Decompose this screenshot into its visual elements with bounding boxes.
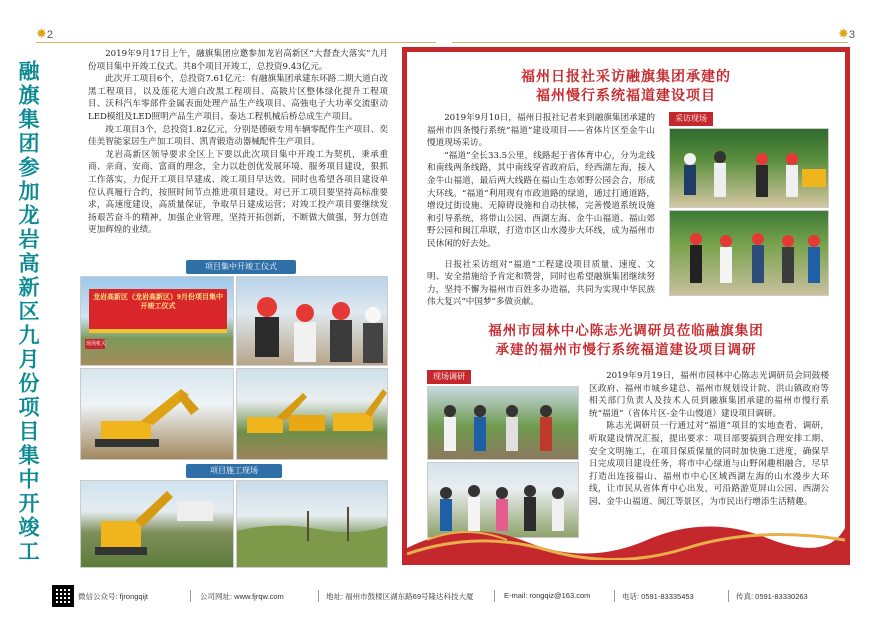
footer-wechat: 微信公众号: fjrongqijt <box>78 592 149 601</box>
paragraph: 2019年9月17日上午，融旗集团应邀参加龙岩高新区“大督查大落实”九月份项目集中开竣工仪式。共8个项目开竣工，总投资9.43亿元。 <box>88 49 388 72</box>
footer-website[interactable]: 公司网址: www.fjrqw.com <box>200 592 284 601</box>
officials-illustration <box>237 277 388 366</box>
paragraph: 竣工项目3个，总投资1.82亿元，分别是德硕专用车辆零配件生产项目、奕佳美智能家居生产加工项目、凯青锻造动器械配件生产项目。 <box>88 124 388 148</box>
ceremony-photo <box>80 276 234 366</box>
page-number-left: ✸2 <box>36 26 54 41</box>
interview-illustration-1 <box>670 129 829 208</box>
excavator-photo <box>80 368 234 460</box>
qr-code-icon <box>52 585 74 607</box>
paragraph: 2019年9月10日，福州日报社记者来到融旗集团承建的福州市四条慢行系统“福道”建设项目——省体片区至金牛山慢道现场采访。 <box>427 113 655 149</box>
interview-illustration-2 <box>670 211 829 296</box>
paragraph: 陈志光调研员一行通过对“福道”项目的实地查看、调研，听取建设情况汇报，提出要求：项目部要搞到合理安排工期、安全文明施工，在项目保质保量的同时加快施工进度，确保早日完成项目建设任务，将市中心绿道与山野闲趣相融合，尽早打造出连接福山、福州市中心区域西湖左海的山水漫步大环线，让市民从省体育中心出发，可沿路游览屏山公园、西湖公园、金牛山福道、闽江等景区，为市民出行增添生活精趣。 <box>589 421 829 507</box>
sign-text: 现场机关 <box>86 341 107 347</box>
article2-title-line2: 承建的福州市慢行系统福道建设项目调研 <box>495 342 757 358</box>
construction-site-photo <box>80 480 234 568</box>
divider <box>728 590 729 602</box>
machines-photo <box>236 368 388 460</box>
paragraph: “福道”全长33.5公里，线路起于省体育中心，分为北线和南线两条线路，其中南线穿省政府后，经西湖左海，接入金牛山福道，最后两大线路在福山生态郊野公园会合，形成大环线。“福道”利用现有市政道路的绿道，通过打通道路，增设过街设施、无障碍设施和自动扶梯，完善慢道系统设施和引导系统，将带山公园、西湖左海、金牛山福道、福山郊野公园和闽江串联，打造市区山水漫步大环线，成为福州市民休闲的好去处。 <box>427 150 655 249</box>
divider <box>318 590 319 602</box>
excavator-illustration <box>81 369 234 460</box>
research-illustration-1 <box>428 387 579 460</box>
photo-tag-interview: 采访现场 <box>669 112 713 126</box>
photo-tag-research: 现场调研 <box>427 370 471 384</box>
footer-fax: 传真: 0591-83330263 <box>736 592 808 601</box>
divider <box>494 590 495 602</box>
star-icon: ✸ <box>36 26 47 41</box>
interview-photo-1 <box>669 128 829 208</box>
photo-tag-site: 项目施工现场 <box>186 464 282 478</box>
paragraph: 日报社采访组对“福道”工程建设项目质量、速度、文明、安全措施给予肯定和赞誉，同时也希望融旗集团继续努力，坚持不懈为福州市百姓多办造福，共同为实现中华民族伟大复兴“中国梦”多做贡献。 <box>427 259 655 308</box>
paragraph: 龙岩高新区领导要求全区上下要以此次项目集中开竣工为契机，秉承重商、亲商、安商、富商的理念，全力以赴创优发展环境、服务项目建设，狠抓工作落实，力促开工项目早建成、竣工项目早达效。同时也希望各项目建设单位认真履行合约，按照时间节点推进项目建设。对已开工项目要坚持高标准要求，高速度建设，高质量保证，争取早日建成运营；对竣工投产项目要继续发扬艰苦奋斗的精神，加强企业管理，坚持开拓创新，不断做大做强，努力创造更加辉煌的业绩。 <box>88 149 388 236</box>
vertical-title: 融旗集团参加龙岩高新区九月份项目集中开竣工 <box>16 60 41 564</box>
footer-phone: 电话: 0591-83335453 <box>622 592 694 601</box>
divider <box>36 42 436 43</box>
field-illustration <box>237 481 388 568</box>
machines-illustration <box>237 369 388 460</box>
interview-photo-2 <box>669 210 829 296</box>
footer <box>0 583 884 609</box>
article2-body <box>589 370 829 509</box>
divider <box>614 590 615 602</box>
photo-tag-ceremony: 项目集中开竣工仪式 <box>186 260 296 274</box>
site-field-photo <box>236 480 388 568</box>
officials-photo <box>236 276 388 366</box>
article1-body <box>427 112 655 309</box>
news-frame <box>402 47 850 565</box>
left-article-body <box>88 48 388 237</box>
star-icon: ✸ <box>838 26 849 41</box>
article1-title-line2: 福州慢行系统福道建设项目 <box>536 88 716 104</box>
article2-title-line1: 福州市园林中心陈志光调研员莅临融旗集团 <box>488 323 764 339</box>
divider <box>452 42 848 43</box>
research-photo-1 <box>427 386 579 460</box>
article1-title <box>407 68 845 106</box>
article2-title <box>407 322 845 360</box>
page-number-right: ✸3 <box>838 26 856 41</box>
footer-email[interactable]: E-mail: rongqiz@163.com <box>504 591 591 600</box>
paragraph: 2019年9月19日，福州市园林中心陈志光调研员会同鼓楼区政府、福州市城乡建总、福州市规划设计院、洪山镇政府等相关部门负责人及技术人员到融旗集团承建的福州市慢行系统“福道”（省体片区-金牛山慢道）建设项目调研。 <box>589 371 829 419</box>
ceremony-illustration <box>81 277 234 366</box>
footer-address: 地址: 福州市鼓楼区湖东路69号隆达科技大厦 <box>326 592 474 601</box>
paragraph: 此次开工项目6个，总投资7.61亿元：有融旗集团承建东环路二期大道白改黑工程项目，以及莲花大道白改黑工程项目、高陂片区整体绿化提升工程项目、沃科汽车零部件金属表面处理产品生产线项目、高強电子大功率交流驱动LED模组及LED照明产品生产项目、泰达工程机械后桥总成生产项目。 <box>88 74 388 122</box>
banner-text: 龙岩高新区（龙岩高新区）9月份项目集中开竣工仪式 <box>93 294 223 310</box>
divider <box>190 590 191 602</box>
article1-title-line1: 福州日报社采访融旗集团承建的 <box>521 69 731 85</box>
construction-illustration <box>81 481 234 568</box>
ribbon-decoration <box>407 518 845 560</box>
